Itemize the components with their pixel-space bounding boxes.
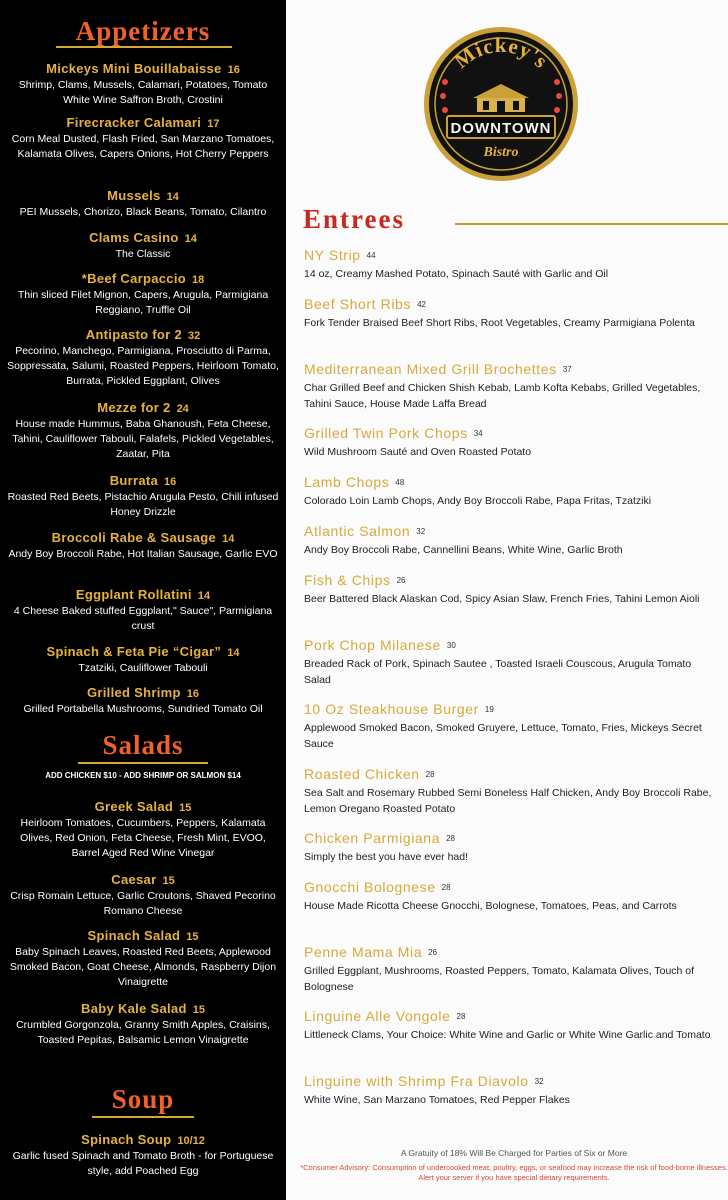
entree-item [304, 425, 714, 460]
entree-item [304, 766, 714, 817]
item-desc: Grilled Portabella Mushrooms, Sundried Tomato Oil [23, 703, 263, 715]
item-price: 15 [162, 875, 175, 887]
entree-item [304, 474, 714, 509]
item-name: Caesar [111, 872, 157, 887]
item-name: Clams Casino [89, 230, 179, 245]
entree-item [304, 361, 714, 412]
entree-name: Grilled Twin Pork Chops [304, 425, 468, 441]
entree-name: Fish & Chips [304, 572, 391, 588]
item-price: 10/12 [177, 1135, 205, 1147]
item-name: Spinach & Feta Pie “Cigar” [46, 644, 222, 659]
item-desc: PEI Mussels, Chorizo, Black Beans, Tomato, Cilantro [19, 206, 267, 218]
menu-item [6, 60, 280, 108]
item-desc: Corn Meal Dusted, Flash Fried, San Marzano Tomatoes, Kalamata Olives, Capers Onions, Hot Cherry Peppers [11, 133, 275, 160]
entree-name: Penne Mama Mia [304, 944, 423, 960]
entree-price: 28 [425, 770, 435, 779]
item-price: 16 [186, 688, 200, 700]
entree-name: Roasted Chicken [304, 766, 420, 782]
menu-item [6, 326, 280, 389]
menu-item [6, 643, 280, 676]
entree-price: 26 [428, 948, 438, 957]
item-name: Burrata [109, 473, 159, 488]
entree-price: 26 [396, 576, 406, 585]
menu-item [6, 270, 280, 318]
entree-item [304, 523, 714, 558]
item-desc: 4 Cheese Baked stuffed Eggplant," Sauce", Parmigiana crust [13, 605, 273, 632]
entree-name: Pork Chop Milanese [304, 637, 441, 653]
appetizers-underline [56, 46, 232, 48]
entree-name: NY Strip [304, 247, 361, 263]
entree-item [304, 701, 714, 752]
left-panel [0, 0, 286, 1200]
mickeys-logo [421, 24, 581, 184]
item-name: Spinach Salad [87, 928, 181, 943]
entree-item [304, 1073, 714, 1108]
entree-price: 28 [456, 1012, 466, 1021]
entrees-heading: Entrees [303, 204, 405, 234]
entree-desc: Colorado Loin Lamb Chops, Andy Boy Broccoli Rabe, Papa Fritas, Tzatziki [304, 495, 652, 507]
entree-item [304, 296, 714, 331]
entree-item [304, 247, 714, 282]
entree-name: Gnocchi Bolognese [304, 879, 436, 895]
menu-item [6, 1131, 280, 1179]
entree-price: 28 [446, 834, 455, 843]
entree-desc: Char Grilled Beef and Chicken Shish Kebab, Lamb Kofta Kebabs, Grilled Vegetables, Tahini Sauce, House Made Laffa Bread [304, 382, 701, 410]
item-desc: Heirloom Tomatoes, Cucumbers, Peppers, Kalamata Olives, Red Onion, Feta Cheese, Fresh Mint, EVOO, Barrel Aged Red Wine Vinegar [20, 817, 266, 859]
item-price: 14 [166, 191, 179, 203]
entree-item [304, 572, 714, 607]
entree-price: 32 [416, 527, 426, 536]
entree-desc: House Made Ricotta Cheese Gnocchi, Bolognese, Tomatoes, Peas, and Carrots [304, 900, 677, 912]
appetizers-heading: Appetizers [75, 16, 211, 46]
item-price: 15 [179, 802, 192, 814]
item-desc: Andy Boy Broccoli Rabe, Hot Italian Sausage, Garlic EVO [8, 548, 278, 560]
item-name: Mezze for 2 [97, 400, 171, 415]
item-desc: Crisp Romain Lettuce, Garlic Croutons, Shaved Pecorino Romano Cheese [10, 890, 276, 917]
entree-desc: Littleneck Clams, Your Choice: White Wine and Garlic or White Wine Garlic and Tomato [304, 1029, 711, 1041]
entree-desc: Fork Tender Braised Beef Short Ribs, Root Vegetables, Creamy Parmigiana Polenta [304, 317, 695, 329]
entree-price: 28 [441, 883, 451, 892]
soup-heading: Soup [111, 1084, 175, 1114]
item-desc: Thin sliced Filet Mignon, Capers, Arugula, Parmigiana Reggiano, Truffle Oil [17, 289, 269, 316]
item-desc: The Classic [115, 248, 171, 260]
item-price: 17 [207, 118, 220, 130]
entree-desc: Wild Mushroom Sauté and Oven Roasted Potato [304, 446, 532, 458]
item-name: Spinach Soup [81, 1132, 172, 1147]
item-name: Antipasto for 2 [85, 327, 182, 342]
menu-item [6, 187, 280, 220]
logo-bottom-text: Bistro [483, 145, 519, 160]
entree-desc: Grilled Eggplant, Mushrooms, Roasted Peppers, Tomato, Kalamata Olives, Touch of Bolognese [304, 965, 695, 993]
entree-desc: Beer Battered Black Alaskan Cod, Spicy Asian Slaw, French Fries, Tahini Lemon Aioli [304, 593, 700, 605]
menu-item [6, 871, 280, 919]
menu-item [6, 684, 280, 717]
entree-desc: 14 oz, Creamy Mashed Potato, Spinach Sauté with Garlic and Oil [304, 268, 609, 280]
entree-item [304, 879, 714, 914]
item-name: Eggplant Rollatini [75, 587, 192, 602]
item-desc: Crumbled Gorgonzola, Granny Smith Apples, Craisins, Toasted Pepitas, Balsamic Lemon Vinaigrette [16, 1019, 270, 1046]
entree-price: 37 [562, 365, 572, 374]
logo-top-text: Mickey's [449, 32, 554, 74]
menu-item [6, 927, 280, 990]
item-desc: Roasted Red Beets, Pistachio Arugula Pesto, Chili infused Honey Drizzle [7, 491, 279, 518]
item-price: 14 [197, 590, 211, 602]
entree-desc: Simply the best you have ever had! [304, 851, 469, 863]
item-name: Mickeys Mini Bouillabaisse [46, 61, 222, 76]
entree-price: 34 [473, 429, 483, 438]
entree-price: 19 [484, 705, 494, 714]
item-price: 14 [227, 647, 240, 659]
entree-item [304, 830, 714, 865]
menu-item [6, 586, 280, 634]
entree-desc: Breaded Rack of Pork, Spinach Sautee , Toasted Israeli Couscous, Arugula Tomato Salad [304, 658, 692, 686]
consumer-advisory: *Consumer Advisory: Consumption of undercooked meat, poultry, eggs, or seafood may increase the risk of food-borne illnesses. Alert your server if you have special dietary requirements. [300, 1163, 728, 1182]
item-price: 14 [222, 533, 235, 545]
entree-price: 44 [366, 251, 376, 260]
entree-item [304, 1008, 714, 1043]
entree-desc: White Wine, San Marzano Tomatoes, Red Pepper Flakes [304, 1094, 570, 1106]
gratuity-note: A Gratuity of 18% Will Be Charged for Parties of Six or More [400, 1148, 628, 1158]
item-name: Greek Salad [94, 799, 174, 814]
menu-item [6, 529, 280, 562]
entree-item [304, 944, 714, 995]
item-name: *Beef Carpaccio [81, 271, 186, 286]
menu-item [6, 798, 280, 861]
item-price: 16 [227, 64, 240, 76]
item-name: Baby Kale Salad [81, 1001, 187, 1016]
entree-item [304, 637, 714, 688]
entree-name: 10 Oz Steakhouse Burger [304, 701, 479, 717]
entrees-rule [455, 223, 728, 225]
item-name: Grilled Shrimp [86, 685, 181, 700]
entree-price: 48 [395, 478, 405, 487]
item-desc: House made Hummus, Baba Ghanoush, Feta Cheese, Tahini, Cauliflower Tabouli, Falafels, Pickled Vegetables, Zaatar, Pita [12, 418, 274, 460]
salads-addon-note: ADD CHICKEN $10 - ADD SHRIMP OR SALMON $14 [45, 771, 241, 780]
item-price: 24 [176, 403, 189, 415]
item-desc: Tzatziki, Cauliflower Tabouli [78, 662, 208, 674]
item-price: 14 [184, 233, 197, 245]
entree-name: Linguine with Shrimp Fra Diavolo [304, 1073, 529, 1089]
entree-name: Chicken Parmigiana [304, 830, 441, 846]
entree-name: Mediterranean Mixed Grill Brochettes [304, 361, 557, 377]
item-desc: Shrimp, Clams, Mussels, Calamari, Potatoes, Tomato White Wine Saffron Broth, Crostini [18, 79, 268, 106]
item-price: 15 [192, 1004, 205, 1016]
logo-middle-text: DOWNTOWN [450, 120, 552, 137]
entree-desc: Andy Boy Broccoli Rabe, Cannellini Beans, White Wine, Garlic Broth [304, 544, 623, 556]
entree-name: Beef Short Ribs [304, 296, 412, 312]
entree-name: Atlantic Salmon [304, 523, 411, 539]
entree-name: Lamb Chops [304, 474, 390, 490]
item-name: Firecracker Calamari [66, 115, 202, 130]
item-desc: Baby Spinach Leaves, Roasted Red Beets, Applewood Smoked Bacon, Goat Cheese, Almonds, Raspberry Dijon Vinaigrette [9, 946, 277, 988]
soup-underline [92, 1116, 194, 1118]
item-price: 16 [164, 476, 177, 488]
entree-price: 32 [534, 1077, 544, 1086]
salads-heading: Salads [102, 730, 184, 760]
entree-desc: Applewood Smoked Bacon, Smoked Gruyere, Lettuce, Tomato, Fries, Mickeys Secret Sauce [304, 722, 702, 750]
item-name: Broccoli Rabe & Sausage [51, 530, 217, 545]
item-desc: Pecorino, Manchego, Parmigiana, Prosciutto di Parma, Soppressata, Salumi, Roasted Peppers, Heirloom Tomato, Burrata, Pickled Eggplant, Olives [7, 345, 279, 387]
item-price: 15 [186, 931, 199, 943]
item-price: 32 [187, 330, 201, 342]
item-name: Mussels [107, 188, 161, 203]
entree-name: Linguine Alle Vongole [304, 1008, 451, 1024]
entree-desc: Sea Salt and Rosemary Rubbed Semi Boneless Half Chicken, Andy Boy Broccoli Rabe, Lemon Oregano Roasted Potato [304, 787, 712, 815]
item-price: 18 [191, 274, 205, 286]
menu-item [6, 399, 280, 462]
menu-item [6, 114, 280, 162]
menu-item [6, 229, 280, 262]
item-desc: Garlic fused Spinach and Tomato Broth - for Portuguese style, add Poached Egg [12, 1150, 274, 1177]
salads-underline [78, 762, 208, 764]
menu-item [6, 1000, 280, 1048]
menu-item [6, 472, 280, 520]
entree-price: 30 [446, 641, 456, 650]
entree-price: 42 [417, 300, 426, 309]
